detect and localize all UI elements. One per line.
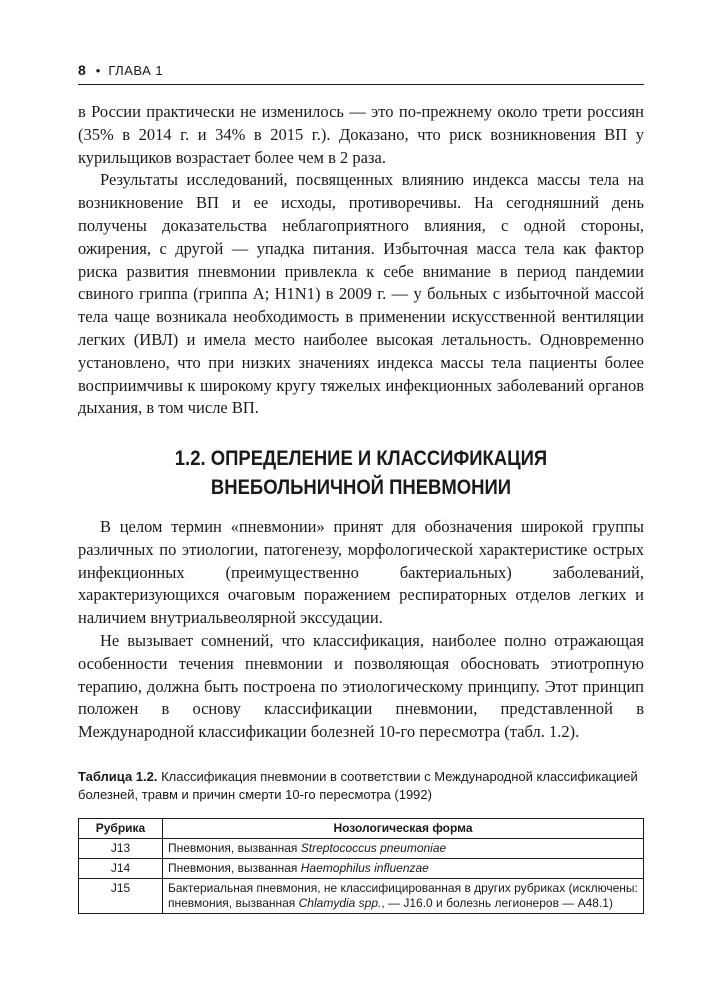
paragraph: в России практически не изменилось — это по-прежнему около трети россиян (35% в 2014 г. и 34% в 2015 г.). Доказано, что риск возникновения ВП у курильщиков возрастает более чем в 2 раза. <box>78 102 644 167</box>
row-code: J15 <box>79 879 163 914</box>
header-bullet: • <box>95 63 101 78</box>
column-header-code: Рубрика <box>79 819 163 839</box>
column-header-form: Нозологическая форма <box>163 819 644 839</box>
paragraph: Результаты исследований, посвященных влиянию индекса массы тела на возникновение ВП и ее исходы, противоречивы. На сегодняшний день получены доказательства неблагоприятного влияния, с одной стороны, ожирения, с другой — упадка питания. Избыточная масса тела как фактор риска развития пневмонии привлекла к себе внимание в период пандемии свиного гриппа (гриппа A; H1N1) в 2009 г. — у больных с избыточной массой тела чаще возникала необходимость в применении искусственной вентиляции легких (ИВЛ) и имела место наиболее высокая летальность. Одновременно установлено, что при низких значениях индекса массы тела пациенты более восприимчивы к широкому кругу тяжелых инфекционных заболеваний органов дыхания, в том числе ВП. <box>78 170 644 418</box>
classification-table <box>78 818 644 914</box>
section-heading-line: ВНЕБОЛЬНИЧНОЙ ПНЕВМОНИИ <box>210 476 512 499</box>
table-header-row <box>79 819 644 839</box>
page-number: 8 <box>78 62 86 78</box>
intro-text <box>78 101 644 420</box>
table-caption <box>78 768 644 804</box>
table-caption-text: Классификация пневмонии в соответствии с Международной классификацией болезней, травм и причин смерти 10-го пересмотра (1992) <box>78 769 638 802</box>
chapter-title: ГЛАВА 1 <box>108 63 164 78</box>
section-heading-line: 1.2. ОПРЕДЕЛЕНИЕ И КЛАССИФИКАЦИЯ <box>174 447 548 470</box>
organism-name: Haemophilus influenzae <box>300 861 429 875</box>
row-code: J14 <box>79 859 163 879</box>
table-row <box>79 839 644 859</box>
table-row <box>79 879 644 914</box>
section-heading <box>112 444 610 502</box>
table-caption-label: Таблица 1.2. <box>78 769 158 784</box>
row-form: Бактериальная пневмония, не классифицированная в других рубриках (исключены: пневмония, вызванная Chlamydia spp., — J16.0 и болезнь легионеров — A48.1) <box>163 879 644 914</box>
section-text <box>78 516 644 744</box>
paragraph: В целом термин «пневмонии» принят для обозначения широкой группы различных по этиологии, патогенезу, морфологической характеристике острых инфекционных (преимущественно бактериальных) заболеваний, характеризующихся очаговым поражением респираторных отделов легких и наличием внутриальвеолярной экссудации. <box>78 517 644 628</box>
row-form: Пневмония, вызванная Streptococcus pneumoniae <box>163 839 644 859</box>
table-row <box>79 859 644 879</box>
row-form: Пневмония, вызванная Haemophilus influenzae <box>163 859 644 879</box>
organism-name: Streptococcus pneumoniae <box>300 841 447 855</box>
paragraph: Не вызывает сомнений, что классификация, наиболее полно отражающая особенности течения пневмонии и позволяющая обосновать этиотропную терапию, должна быть построена по этиологическому принципу. Этот принцип положен в основу классификации пневмонии, представленной в Международной классификации болезней 10-го пересмотра (табл. 1.2). <box>78 630 644 742</box>
organism-name: Chlamydia spp. <box>298 896 382 910</box>
row-code: J13 <box>79 839 163 859</box>
running-header <box>78 62 644 85</box>
